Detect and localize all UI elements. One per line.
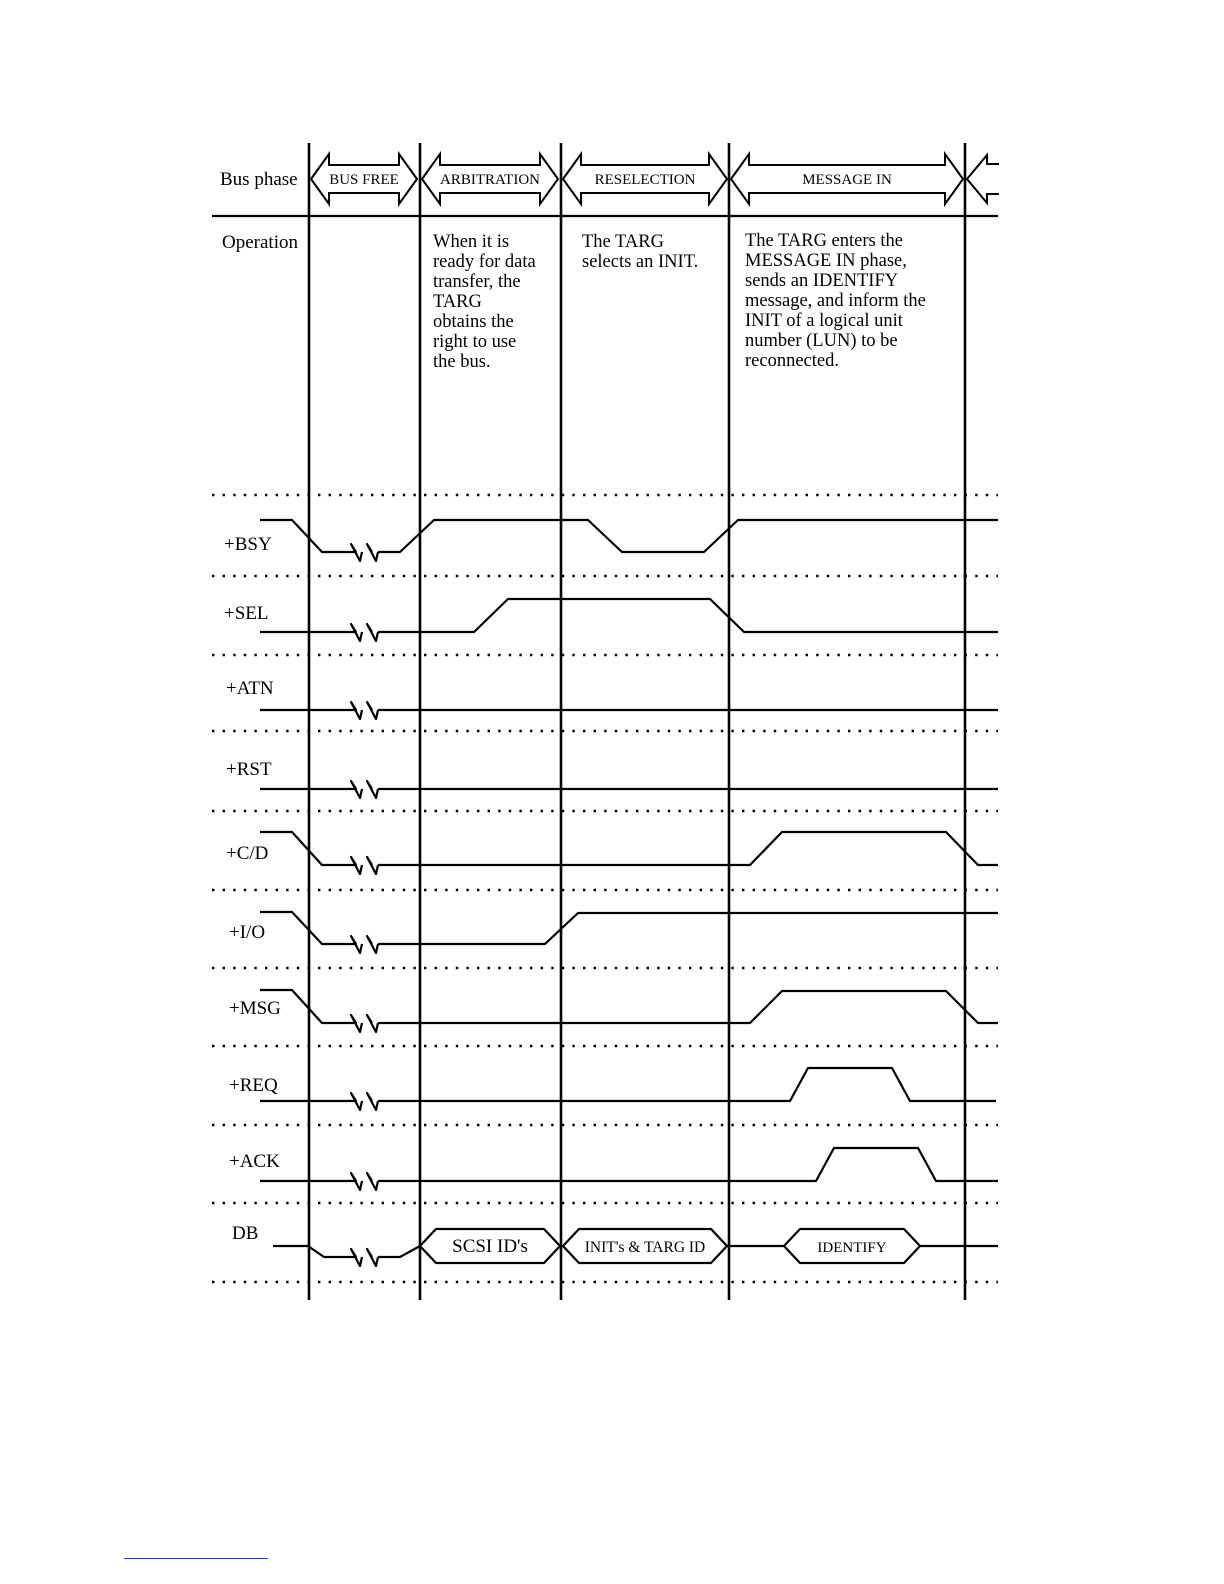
- signal-cd-start: [260, 832, 350, 865]
- signal-label-sel: +SEL: [224, 603, 269, 624]
- row-separators: [212, 495, 998, 1282]
- phase-next-arrow: [967, 155, 999, 203]
- bus-phase-label: Bus phase: [220, 169, 298, 190]
- signal-msg-break-symbol: [350, 1015, 378, 1032]
- signal-bsy-start: [260, 520, 350, 552]
- signal-label-msg: +MSG: [229, 998, 281, 1019]
- operation-arbitration: When it is ready for data transfer, the TARG obtains the right to use the bus.: [433, 232, 536, 372]
- signal-db-start: [273, 1246, 350, 1257]
- signal-label-ack: +ACK: [229, 1151, 280, 1172]
- signal-bsy-break-symbol: [350, 544, 378, 561]
- operation-message-in: The TARG enters the MESSAGE IN phase, sends an IDENTIFY message, and inform the INIT of a logical unit number (LUN) to be reconnected.: [745, 231, 926, 371]
- signal-label-bsy: +BSY: [224, 534, 272, 555]
- signal-atn-break-symbol: [350, 702, 378, 719]
- signal-bsy-waveform: [378, 520, 998, 552]
- signal-req-break-symbol: [350, 1093, 378, 1110]
- db-value-scsi-ids-label: SCSI ID's: [452, 1236, 528, 1257]
- signal-cd-break-symbol: [350, 857, 378, 874]
- signal-ack-waveform: [378, 1148, 998, 1181]
- signal-rst-break-symbol: [350, 781, 378, 798]
- phase-arbitration-label: ARBITRATION: [440, 172, 540, 188]
- signal-db-lead: [378, 1246, 420, 1257]
- signal-label-req: +REQ: [229, 1075, 278, 1096]
- phase-arrows: [311, 154, 999, 204]
- signal-label-atn: +ATN: [226, 678, 274, 699]
- signal-sel-break-symbol: [350, 624, 378, 641]
- db-value-identify-label: IDENTIFY: [817, 1240, 887, 1256]
- signal-label-io: +I/O: [229, 922, 266, 943]
- signal-msg-waveform: [378, 991, 998, 1023]
- signal-db-break-symbol: [350, 1249, 378, 1266]
- phase-bus-free-label: BUS FREE: [329, 172, 399, 188]
- signal-label-rst: +RST: [226, 759, 272, 780]
- signal-label-cd: +C/D: [226, 843, 269, 864]
- db-value-init-targ-id-label: INIT's & TARG ID: [584, 1239, 706, 1256]
- signal-sel-waveform: [378, 599, 998, 632]
- signal-io-break-symbol: [350, 936, 378, 953]
- signal-io-waveform: [378, 913, 998, 944]
- footnote-rule: [124, 1558, 268, 1559]
- signal-ack-break-symbol: [350, 1173, 378, 1190]
- operation-reselection: The TARG selects an INIT.: [582, 232, 699, 272]
- signal-req-waveform: [378, 1068, 996, 1101]
- operation-label: Operation: [222, 232, 298, 253]
- signal-waveforms: [260, 520, 998, 1266]
- signal-cd-waveform: [378, 832, 998, 865]
- phase-message-in-label: MESSAGE IN: [802, 172, 892, 188]
- data-bus-values: [420, 1229, 920, 1263]
- phase-reselection-label: RESELECTION: [594, 172, 696, 188]
- signal-label-db: DB: [232, 1223, 259, 1244]
- signal-io-start: [260, 912, 350, 944]
